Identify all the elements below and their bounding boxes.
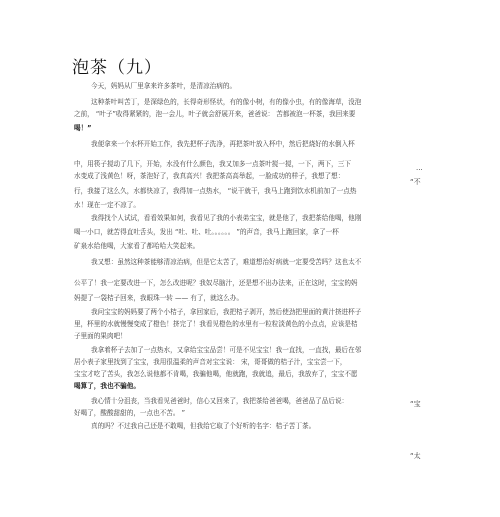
text-line: 妈提了一袋桔子回来，我眼珠一转 —— 有了，就这么办。 <box>74 294 244 302</box>
text-line: 我得找个人试试，看看效果如何，我看见了我的小表弟宝宝，就是他了，我把茶给他喝，他刚 <box>91 214 362 222</box>
page-title: 泡茶（九） <box>72 58 162 78</box>
text-line: 真的吗？不过我自己还是不敢喝，但我给它取了个好听的名字：桔子苦丁茶。 <box>91 422 316 430</box>
text-line: 水变成了浅黄色！呀，茶泡好了，我真高兴！我把茶高高举起，一脸成功的样子，我想了想： <box>74 172 345 180</box>
text-line: 水！现在一定不凉了。 <box>74 201 140 209</box>
text-line: 我拿着杯子去加了一点热水，又拿给宝宝品尝！可是不见宝宝！我一直找，一直找，最后在邻 <box>91 346 362 354</box>
text-line: 好喝了，酸酸甜甜的，一点也不苦。 ” <box>74 409 186 417</box>
text-line: 我心情十分沮丧，当我看见爸爸时，信心又回来了，我把茶给爸爸喝，爸爸品了品后说： <box>91 397 349 405</box>
text-line: 子里面的果肉吧！ <box>74 332 127 340</box>
text-line: 宝宝才吃了苦头，我怎么说他都不肯喝，我骗他喝，他就跑，我就追，最后，我放弃了，宝宝不愿 <box>74 370 358 378</box>
margin-text: “太 <box>410 452 421 460</box>
text-line: 行，我接了这么久，水都快凉了，我得加一点热水， “说干就干，我马上跑到饮水机前加了一点热 <box>74 187 357 195</box>
text-line: 中，用筷子搅动了几下，开始，水没有什么颜色，我又加多一点茶叶搅一搅，一下，两下，三下 <box>74 160 351 168</box>
text-line: 我问宝宝的妈妈要了两个小桔子，拿回家后，我把桔子剥开，然后使劲把里面的黄汁挤进杯子 <box>91 308 362 316</box>
text-line: 我便拿来一个水杯开始工作，我先把杯子洗净，再把茶叶放入杯中，然后把烧好的水倒入杯 <box>91 140 355 148</box>
text-line: 这种茶叶叫苦丁，是深绿色的，长得奇形怪状，有的像小树，有的像小虫，有的像海草，没泡 <box>91 98 362 106</box>
text-line: 喝一小口，就苦得直吐舌头，发出 “吐、吐、吐。。。。。。 ”的声音，我马上跑回家，拿了一杯 <box>74 228 339 236</box>
margin-text: “不 <box>410 178 421 186</box>
text-line: 喝算了，我也不骗他。 <box>74 382 140 390</box>
margin-text: ... <box>416 164 423 172</box>
text-line: 居小表子家里找到了宝宝，我用很温柔的声音对宝宝说： 宋，哥哥做的桔子汁，宝宝尝一下， <box>74 358 347 366</box>
text-line: 公平了！我一定要改进一下，怎么改进呢？我奴尽脑汁，还是想不出办法来，正在这时，宝宝的妈 <box>74 279 358 287</box>
text-line: 今天，妈妈从厂里拿来许多茶叶，是清凉治病的。 <box>91 82 237 90</box>
text-line: 矿泉水给他喝，大家看了都哈哈大笑起来。 <box>74 242 200 250</box>
margin-text: “宝 <box>410 400 421 408</box>
text-line: 里，杯里的水就慢慢变成了橙色！挤完了！我看见橙色的水里有一粒粒淡黄色的小点点，应该是桔 <box>74 320 358 328</box>
text-line: 我又想：虽然这种茶能够清凉治病，但是它太苦了，难道想治好病就一定要受苦吗？这也太不 <box>91 258 362 266</box>
text-line: 喝！” <box>74 124 92 132</box>
text-line: 之前， “叶子”收得紧紧的，泡一会儿，叶子就会舒展开来，爸爸说： 苦都被泡一杯茶，我回来要 <box>74 110 356 118</box>
